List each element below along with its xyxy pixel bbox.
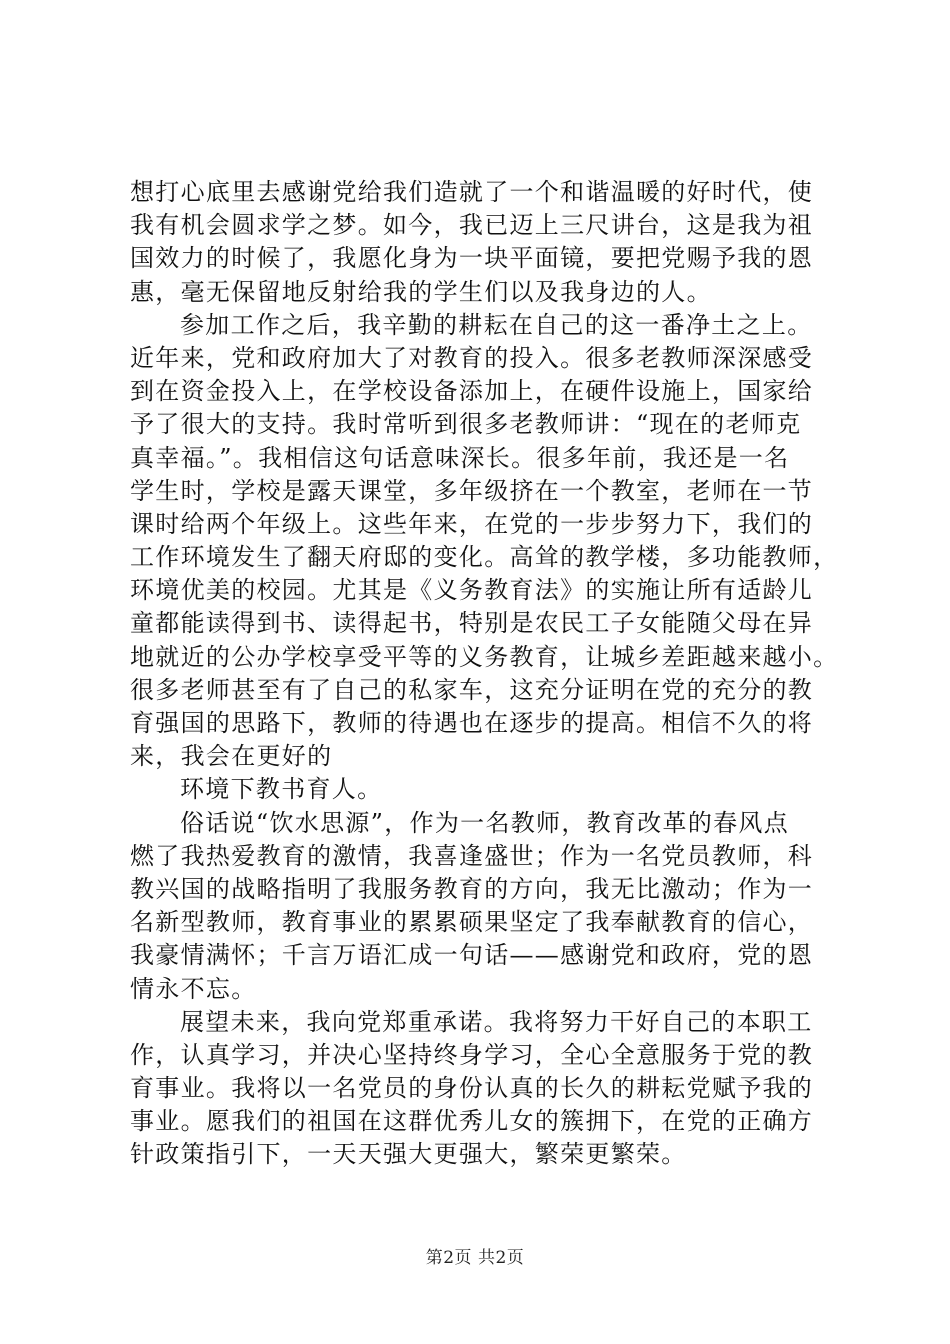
text-line: 课时给两个年级上。这些年来，在党的一步步努力下，我们的 [130, 509, 814, 538]
text-line: 国效力的时候了，我愿化身为一块平面镜，要把党赐予我的恩 [130, 244, 814, 273]
page-footer: 第2页 共2页 [425, 1248, 525, 1268]
text-line: 来，我会在更好的 [130, 742, 333, 771]
text-line: 燃了我热爱教育的激情，我喜逢盛世；作为一名党员教师，科 [130, 841, 814, 870]
text-line: 我豪情满怀；千言万语汇成一句话——感谢党和政府，党的恩 [130, 941, 814, 970]
text-line: 展望未来，我向党郑重承诺。我将努力干好自己的本职工 [180, 1007, 813, 1036]
text-line: 参加工作之后，我辛勤的耕耘在自己的这一番净土之上。 [180, 310, 813, 339]
text-line: 情永不忘。 [130, 974, 257, 1003]
text-line: 环境下教书育人。 [180, 775, 383, 804]
text-line: 名新型教师，教育事业的累累硕果坚定了我奉献教育的信心， [130, 908, 814, 937]
text-line: 地就近的公办学校享受平等的义务教育，让城乡差距越来越小。 [130, 642, 839, 671]
text-line: 惠，毫无保留地反射给我的学生们以及我身边的人。 [130, 277, 712, 306]
text-line: 我有机会圆求学之梦。如今，我已迈上三尺讲台，这是我为祖 [130, 211, 814, 240]
document-body [130, 176, 839, 1172]
text-line: 俗话说“饮水思源”，作为一名教师，教育改革的春风点 [180, 808, 790, 837]
text-line: 教兴国的战略指明了我服务教育的方向，我无比激动；作为一 [130, 874, 814, 903]
text-line: 事业。愿我们的祖国在这群优秀儿女的簇拥下，在党的正确方 [130, 1107, 814, 1136]
text-line: 针政策指引下，一天天强大更强大，繁荣更繁荣。 [130, 1140, 687, 1169]
text-line: 作，认真学习，并决心坚持终身学习，全心全意服务于党的教 [130, 1040, 814, 1069]
text-line: 予了很大的支持。我时常听到很多老教师讲：“现在的老师克 [130, 410, 802, 439]
text-line: 很多老师甚至有了自己的私家车，这充分证明在党的充分的教 [130, 675, 814, 704]
text-line: 近年来，党和政府加大了对教育的投入。很多老教师深深感受 [130, 343, 814, 372]
text-line: 环境优美的校园。尤其是《义务教育法》的实施让所有适龄儿 [130, 576, 814, 605]
text-line: 真幸福。”。我相信这句话意味深长。很多年前，我还是一名 [130, 443, 790, 472]
text-line: 工作环境发生了翻天府邸的变化。高耸的教学楼，多功能教师， [130, 543, 839, 572]
text-line: 育事业。我将以一名党员的身份认真的长久的耕耘党赋予我的 [130, 1074, 814, 1103]
text-line: 童都能读得到书、读得起书，特别是农民工子女能随父母在异 [130, 609, 814, 638]
text-line: 到在资金投入上，在学校设备添加上，在硬件设施上，国家给 [130, 377, 814, 406]
text-line: 想打心底里去感谢党给我们造就了一个和谐温暖的好时代，使 [130, 178, 814, 206]
text-line: 学生时，学校是露天课堂，多年级挤在一个教室，老师在一节 [130, 476, 814, 505]
text-line: 育强国的思路下，教师的待遇也在逐步的提高。相信不久的将 [130, 709, 814, 737]
